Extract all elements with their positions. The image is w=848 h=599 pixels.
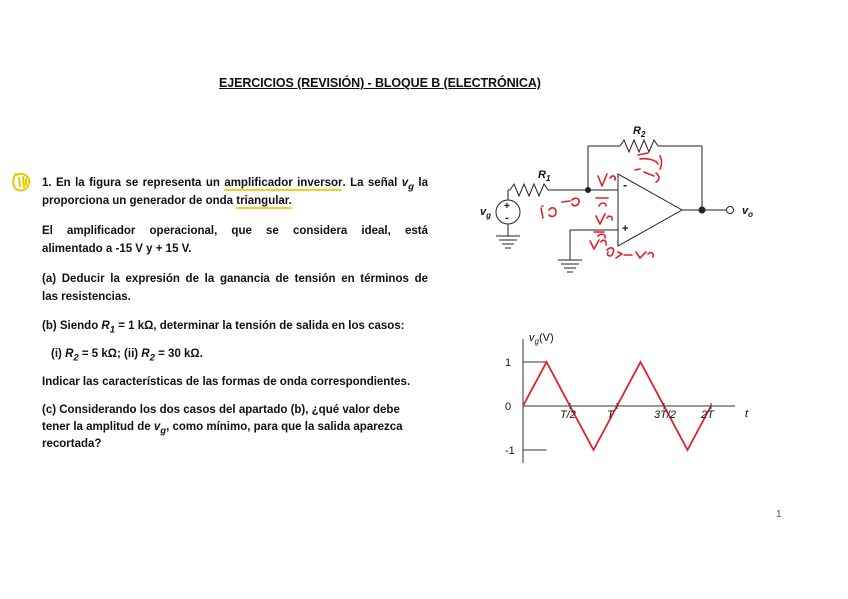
opamp-description-line1: El amplificador operacional, que se considera ideal, está: [42, 225, 428, 237]
svg-text:+: +: [622, 223, 629, 235]
page-number: 1: [776, 509, 782, 520]
opamp-icon: [618, 174, 682, 246]
highlight-triangular: triangular.: [236, 195, 292, 207]
chart-ytick-label: 0: [505, 401, 512, 413]
exercise-statement-line1: 1. En la figura se representa un amplificador inversor. La señal $v_g$ la: [42, 177, 428, 193]
question-c-line3: recortada?: [42, 438, 102, 450]
triangular-wave-chart: [495, 325, 765, 470]
question-c-line1: (c) Considerando los dos casos del apartado (b), ¿qué valor debe: [42, 404, 400, 416]
svg-text:+: +: [504, 201, 510, 212]
question-b-cases: (i) $R_2 = 5$ kΩ; (ii) $R_2 = 30$ kΩ.: [51, 348, 203, 364]
svg-text:R1: $R_1$: [538, 169, 551, 183]
document-title: EJERCICIOS (REVISIÓN) - BLOQUE B (ELECTRÓNICA): [219, 76, 541, 90]
question-a-line2: las resistencias.: [42, 291, 131, 303]
handwritten-annotations-icon: [541, 153, 662, 258]
chart-xtick-label: T/2: [560, 409, 576, 421]
question-b-indicate: Indicar las características de las formas de onda correspondientes.: [42, 376, 411, 388]
inverting-amplifier-circuit: [470, 120, 770, 280]
highlighter-mark-icon: [10, 170, 36, 194]
svg-text:vo: $v_o$: [742, 205, 754, 219]
question-c-line2: tener la amplitud de $v_g$, como mínimo, para que la salida aparezca: [42, 421, 403, 437]
svg-text:-: -: [623, 178, 627, 192]
highlight-amplificador: amplificador inversor: [224, 177, 343, 189]
resistor-r1-icon: [510, 184, 548, 196]
opamp-description-line2: alimentado a -15 V y + 15 V.: [42, 243, 192, 255]
chart-ytick-label: -1: [505, 445, 515, 457]
question-a-line1: (a) Deducir la expresión de la ganancia de tensión en términos de: [42, 273, 428, 285]
svg-text:R2: $R_2$: [633, 125, 646, 139]
svg-text:vg: $v_g$: [480, 206, 492, 220]
chart-ytick-label: 1: [505, 357, 512, 369]
chart-ylabel: $v_g(V)$: [529, 332, 554, 346]
resistor-r2-icon: [620, 140, 658, 152]
exercise-statement-line2: proporciona un generador de onda triangular.: [42, 195, 292, 207]
chart-xlabel: t: [745, 408, 749, 420]
svg-text:-: -: [505, 212, 509, 224]
chart-xtick-label: 2T: [701, 409, 714, 421]
chart-xtick-label: T: [607, 409, 614, 421]
question-b: (b) Siendo $R_1 = 1$ kΩ, determinar la tensión de salida en los casos:: [42, 320, 405, 336]
chart-xtick-label: 3T/2: [654, 409, 677, 421]
